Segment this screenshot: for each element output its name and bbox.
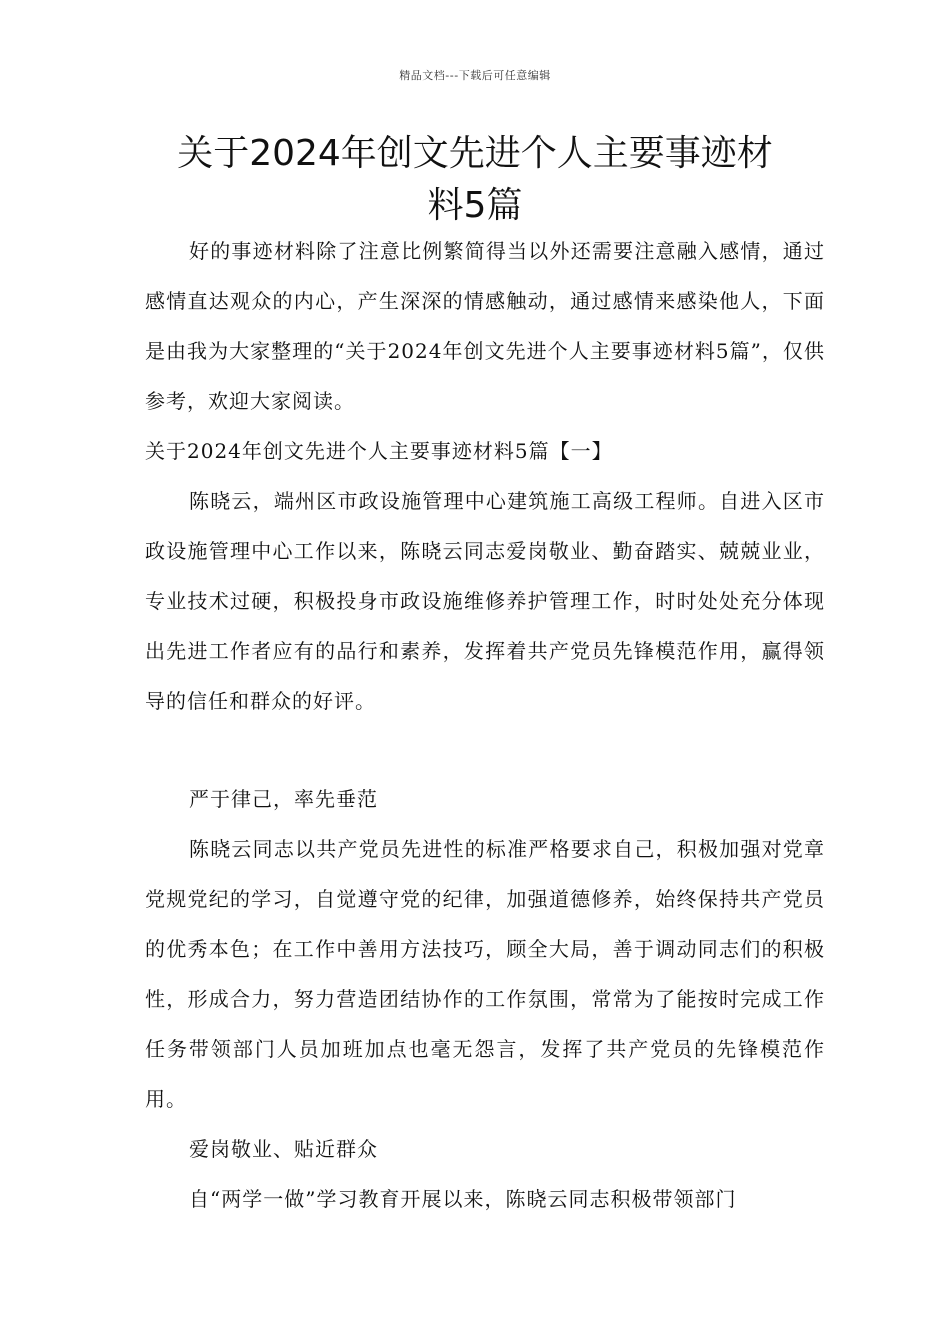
subheading-dedication: 爱岗敬业、贴近群众 xyxy=(189,1137,378,1161)
document-title xyxy=(140,128,810,232)
page-header: 精品文档---下载后可任意编辑 xyxy=(399,69,551,82)
intro-paragraph: 好的事迹材料除了注意比例繁简得当以外还需要注意融入感情，通过感情直达观众的内心，产生深深的情感触动，通过感情来感染他人，下面是由我为大家整理的“关于2024年创文先进个人主要事迹材料5篇”，仅供参考，欢迎大家阅读。 xyxy=(145,239,825,413)
bio-paragraph: 陈晓云，端州区市政设施管理中心建筑施工高级工程师。自进入区市政设施管理中心工作以来，陈晓云同志爱岗敬业、勤奋踏实、兢兢业业，专业技术过硬，积极投身市政设施维修养护管理工作，时时处处充分体现出先进工作者应有的品行和素养，发挥着共产党员先锋模范作用，赢得领导的信任和群众的好评。 xyxy=(145,489,825,713)
document-title-line-2: 料5篇 xyxy=(427,185,523,226)
document-title-line-1: 关于2024年创文先进个人主要事迹材 xyxy=(177,133,773,174)
dedication-paragraph: 自“两学一做”学习教育开展以来，陈晓云同志积极带领部门 xyxy=(189,1187,737,1211)
subheading-self-discipline: 严于律己，率先垂范 xyxy=(189,787,378,811)
section-heading: 关于2024年创文先进个人主要事迹材料5篇【一】 xyxy=(145,439,613,463)
intro-block xyxy=(145,226,825,726)
section-body xyxy=(145,774,825,1224)
discipline-paragraph: 陈晓云同志以共产党员先进性的标准严格要求自己，积极加强对党章党规党纪的学习，自觉遵守党的纪律，加强道德修养，始终保持共产党员的优秀本色；在工作中善用方法技巧，顾全大局，善于调动同志们的积极性，形成合力，努力营造团结协作的工作氛围，常常为了能按时完成工作任务带领部门人员加班加点也毫无怨言，发挥了共产党员的先锋模范作用。 xyxy=(145,837,825,1111)
